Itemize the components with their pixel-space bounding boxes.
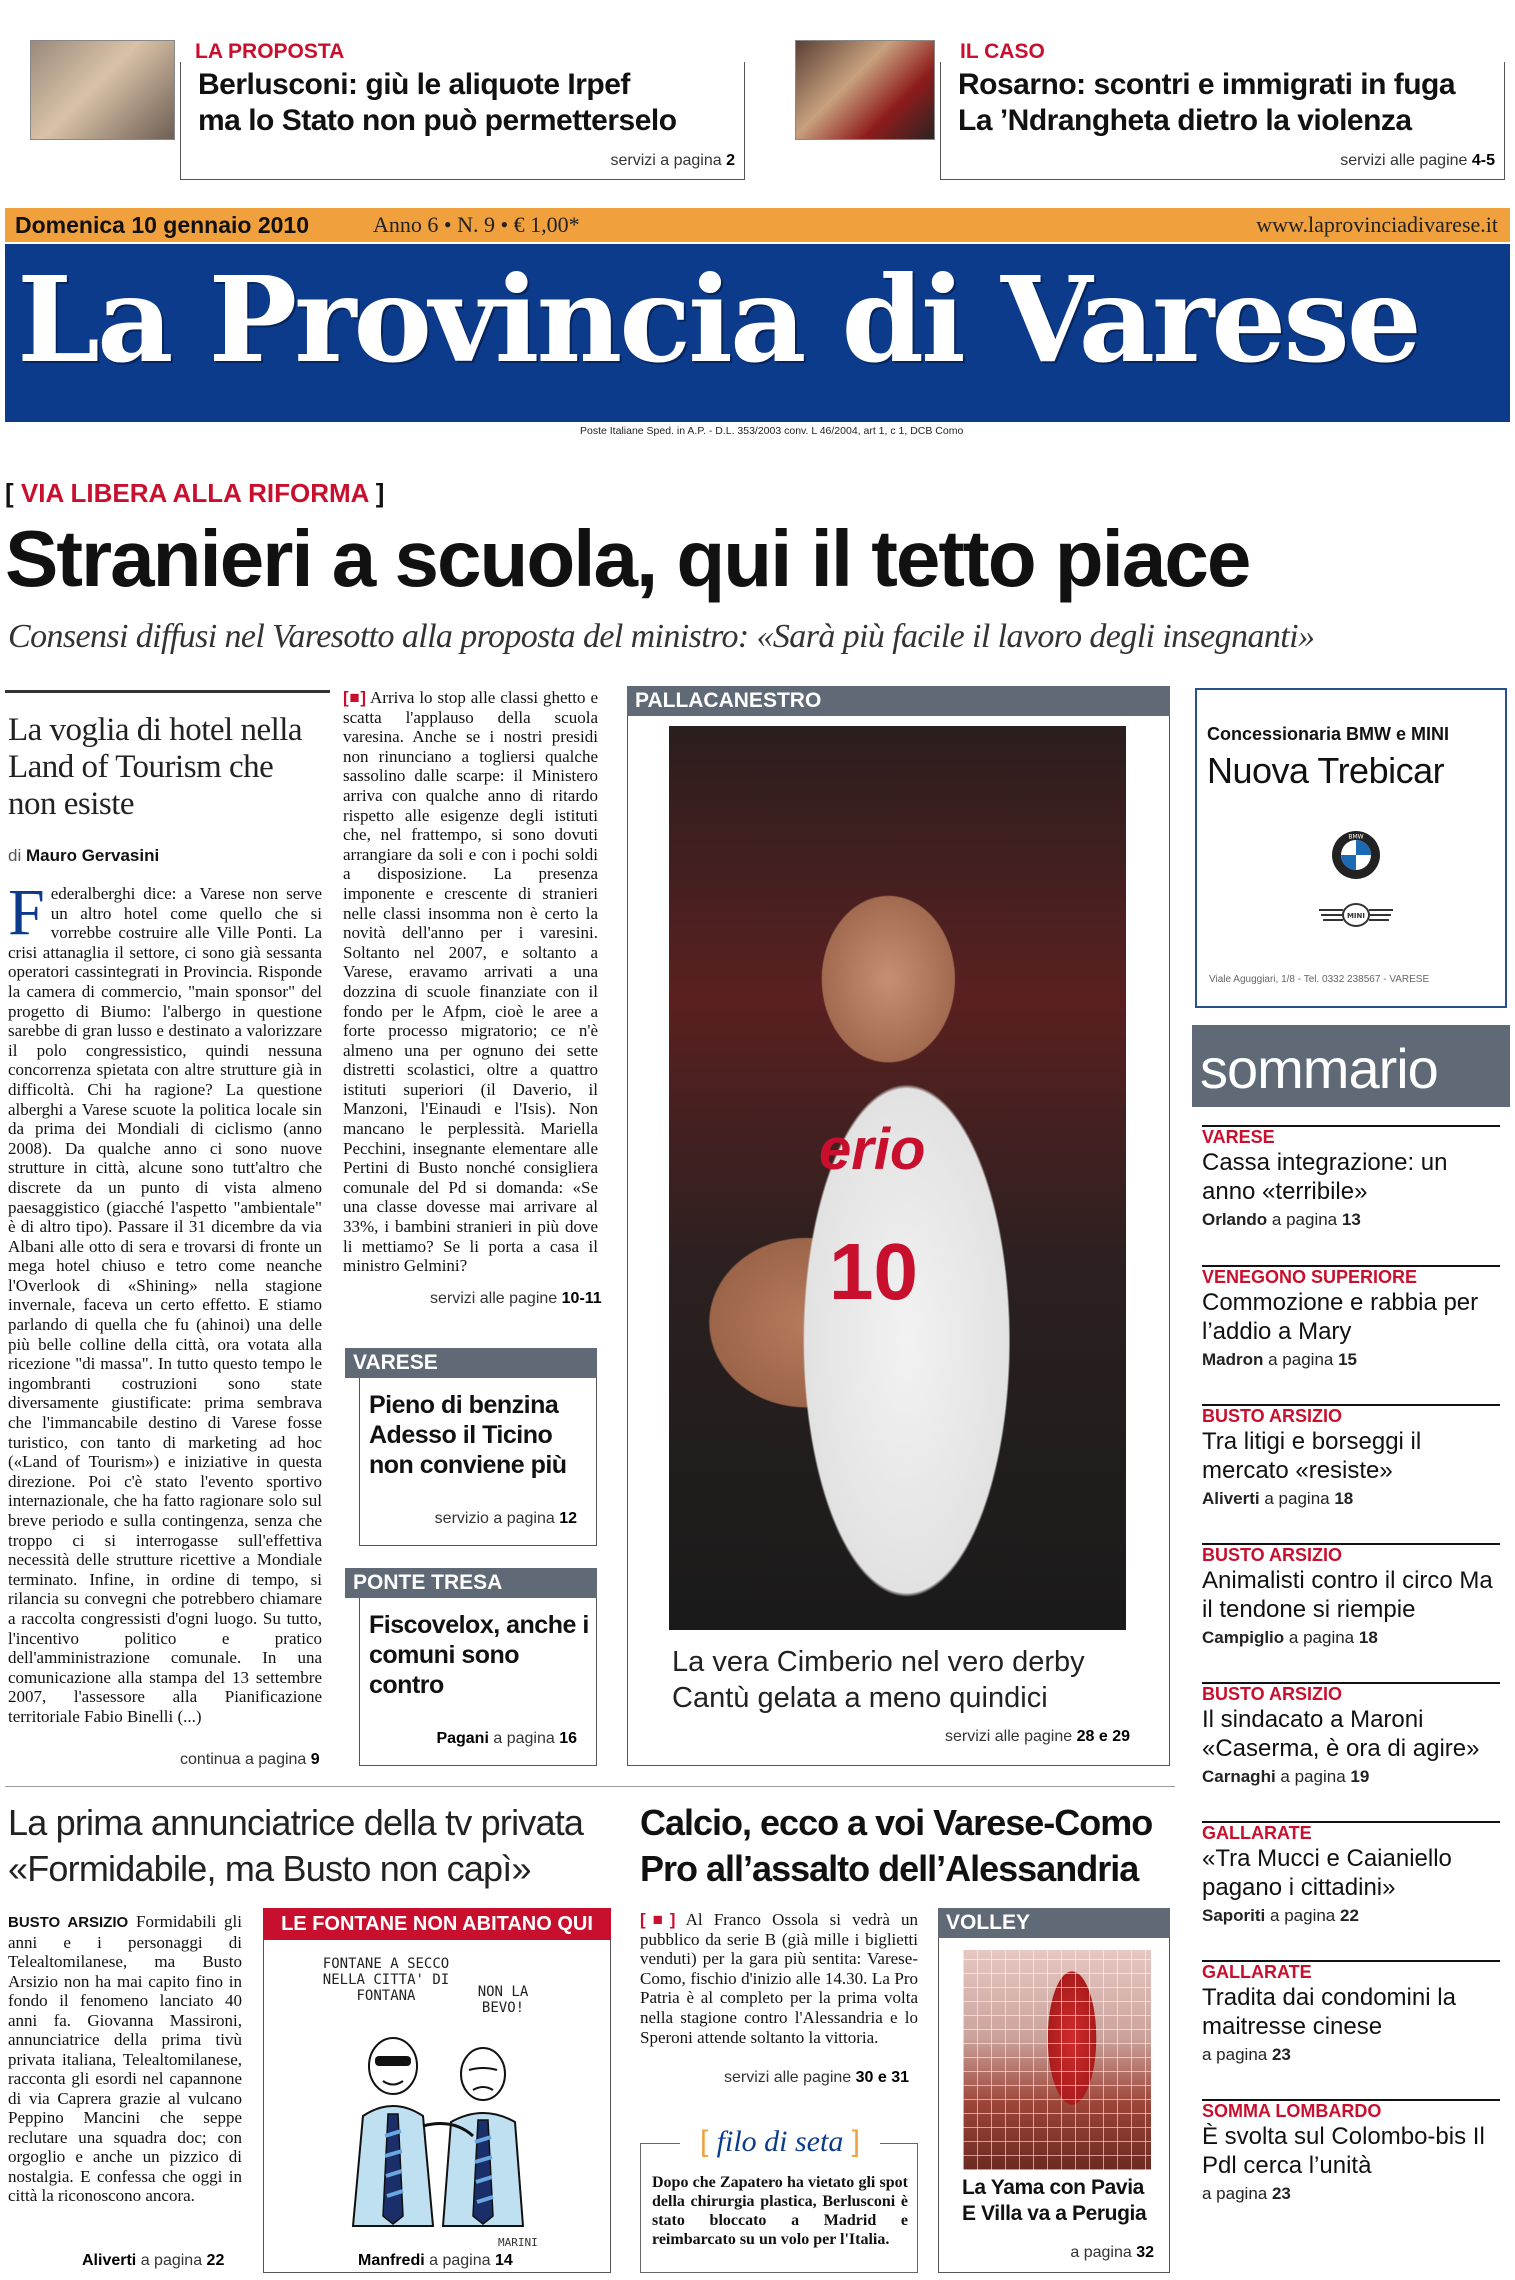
ref-author: Carnaghi: [1202, 1767, 1276, 1786]
sport-caption-line2: Cantù gelata a meno quindici: [672, 1682, 1048, 1714]
teaser-headline-line2: La ’Ndrangheta dietro la violenza: [958, 104, 1412, 137]
sommario-ref: [1202, 2184, 1500, 2204]
sommario-kicker: VENEGONO SUPERIORE: [1202, 1267, 1418, 1287]
sommario-ref: [1202, 1350, 1500, 1370]
volley-box[interactable]: [938, 1908, 1170, 2273]
ref-page: 13: [1341, 1210, 1361, 1229]
postal-note: Poste Italiane Sped. in A.P. - D.L. 353/2003 conv. L 46/2004, art 1, c 1, DCB Como: [580, 425, 964, 437]
filo-title-wrap: [680, 2125, 880, 2159]
editorial-byline: [8, 846, 159, 866]
byline-prefix: di: [8, 846, 22, 865]
ref-page: 18: [1334, 1489, 1354, 1508]
section-rule: [5, 690, 330, 693]
ref-prefix: a pagina: [1202, 2045, 1268, 2064]
website-link[interactable]: www.laprovinciadivarese.it: [1256, 212, 1498, 237]
basketball-player-photo: [669, 726, 1126, 1630]
lead-subhead: Consensi diffusi nel Varesotto alla proposta del ministro: «Sarà più facile il lavoro degli insegnanti»: [8, 618, 1315, 655]
sommario-headline: Tradita dai condomini la maitresse cinese: [1202, 1984, 1456, 2040]
ref-prefix: a pagina: [429, 2252, 491, 2269]
ref-author: Pagani: [436, 1730, 489, 1747]
sommario-ref: [1202, 1767, 1500, 1787]
volley-photo: [963, 1950, 1151, 2170]
ref-author: Saporiti: [1202, 1906, 1266, 1925]
editorial-body: [8, 884, 322, 1744]
teaser-ref-page: 2: [726, 152, 735, 169]
sommario-kicker: BUSTO ARSIZIO: [1202, 1684, 1343, 1704]
sommario-items: [1202, 1125, 1500, 2238]
teaser-ref: [1340, 152, 1495, 170]
ref-author: Aliverti: [1202, 1489, 1260, 1508]
ref-prefix: a pagina: [1270, 1906, 1336, 1925]
teaser-photo-berlusconi: [30, 40, 175, 140]
sommario-kicker: BUSTO ARSIZIO: [1202, 1406, 1343, 1426]
sommario-headline: «Tra Mucci e Caianiello pagano i cittadini»: [1202, 1845, 1452, 1901]
ref-page: 9: [310, 1751, 320, 1768]
box-head: PONTE TRESA: [345, 1568, 597, 1598]
tv-headline-line2[interactable]: «Formidabile, ma Busto non capì»: [8, 1848, 531, 1889]
lead-text: Arriva lo stop alle classi ghetto e scatta l'applauso della scuola varesina. Anche se i nostri presidi non rinunciano a togliersi qualche sassolino dalle scarpe: il Ministero arriva con qualche anno di ritardo rispetto alle esigenze degli istituti che, nel frattempo, si sono dovuti arrangiare da soli e con i pochi soldi a disposizione. La presenza imponente e crescente di stranieri nelle classi insomma non è certo la novità dell'anno per i varesini. Soltanto nel 2007, e soltanto a Varese, eravamo arrivati a una dozzina di scuole finanziate con il fondo per le Afpm, cioè le aree a forte processo migratorio; ce n'è almeno una per ognuno dei sette distretti scolastici, oltre a quattro istituti superiori (il Daverio, il Manzoni, l'Einaudi e l'Isis). Non mancano le perplessità. Mariella Pecchini, insegnante elementare alle Pertini di Busto nonché consigliera comunale del Pd si domanda: «Se una classe dovesse mai arrivare al 33%, i bambini stranieri in più dove li mettiamo? Se li porta a casa il ministro Gelmini?: [343, 688, 598, 1276]
tv-headline-line1[interactable]: La prima annunciatrice della tv privata: [8, 1802, 584, 1843]
ref-page: 22: [1340, 1906, 1359, 1925]
cartoon-ref: [358, 2252, 513, 2270]
teaser-kicker: IL CASO: [960, 40, 1045, 63]
sommario-kicker: SOMMA LOMBARDO: [1202, 2101, 1382, 2121]
sommario-headline: Cassa integrazione: un anno «terribile»: [1202, 1149, 1448, 1205]
volley-caption-line2: E Villa va a Perugia: [962, 2202, 1147, 2225]
teaser-ref: [610, 152, 735, 170]
ad-address: Viale Aguggiari, 1/8 - Tel. 0332 238567 - VARESE: [1209, 974, 1430, 985]
ref-page: 18: [1358, 1628, 1378, 1647]
ref-page: 30 e 31: [855, 2069, 910, 2086]
calcio-ref[interactable]: [724, 2069, 909, 2087]
sommario-kicker: VARESE: [1202, 1127, 1275, 1147]
teaser-kicker: LA PROPOSTA: [195, 40, 345, 63]
filo-di-seta[interactable]: [640, 2125, 918, 2273]
tv-body: [8, 1912, 242, 2248]
advertisement-bmw[interactable]: [1195, 688, 1507, 1008]
masthead-title: La Provincia di Varese: [17, 250, 1419, 389]
sommario-kicker: GALLARATE: [1202, 1962, 1312, 1982]
sommario-kicker: BUSTO ARSIZIO: [1202, 1545, 1343, 1565]
sommario-item[interactable]: [1202, 1265, 1500, 1404]
ref-prefix: a pagina: [1271, 1210, 1338, 1229]
sommario-title: sommario: [1200, 1037, 1438, 1100]
cartoon-box[interactable]: [263, 1908, 611, 2273]
sommario-kicker: GALLARATE: [1202, 1823, 1312, 1843]
volley-head: VOLLEY: [938, 1908, 1170, 1938]
box-ponte-tresa[interactable]: [345, 1568, 597, 1766]
teaser-left[interactable]: [30, 40, 745, 182]
sommario-headline: Tra litigi e borseggi il mercato «resiste»: [1202, 1428, 1422, 1484]
calcio-body: [640, 1910, 918, 2086]
ref-page: 16: [559, 1730, 577, 1747]
byline-author: Mauro Gervasini: [25, 846, 160, 865]
cartoon-drawing: [323, 2026, 553, 2236]
sommario-headline: Animalisti contro il circo Ma il tendone si riempie: [1202, 1567, 1493, 1623]
ref-author: Aliverti: [82, 2252, 137, 2269]
ref-prefix: continua a pagina: [180, 1751, 307, 1768]
kicker-bracket-right: ]: [368, 478, 385, 508]
ref-page: 22: [206, 2252, 225, 2269]
teaser-photo-rosarno: [795, 40, 935, 140]
filo-bracket-right: ]: [843, 2125, 860, 2158]
sommario-item[interactable]: [1202, 1404, 1500, 1543]
cartoon-head: LE FONTANE NON ABITANO QUI: [263, 1908, 611, 1940]
teaser-ref-page: 4-5: [1471, 152, 1495, 169]
ref-page: 19: [1350, 1767, 1370, 1786]
box-head: VARESE: [345, 1348, 597, 1378]
ref-page: 12: [559, 1510, 577, 1527]
calcio-marker: [■]: [640, 1910, 676, 1929]
ref-page: 15: [1338, 1350, 1358, 1369]
ref-page: 10-11: [561, 1290, 602, 1307]
sommario-item[interactable]: [1202, 1682, 1500, 1821]
jersey-sponsor: erio: [819, 1117, 926, 1182]
ad-line1: Concessionaria BMW e MINI: [1207, 724, 1450, 744]
filo-title: filo di seta: [716, 2125, 844, 2158]
issue-date: Domenica 10 gennaio 2010: [15, 212, 310, 238]
teaser-headline-line2: ma lo Stato non può permetterselo: [198, 104, 677, 137]
sommario-headline: Il sindacato a Maroni «Caserma, è ora di agire»: [1202, 1706, 1480, 1762]
bmw-logo-letters: BMW: [1348, 833, 1364, 841]
sommario: [1192, 1025, 1510, 2280]
sport-caption-line1: La vera Cimberio nel vero derby: [672, 1646, 1085, 1678]
editorial-text: ederalberghi dice: a Varese non serve un altro hotel come quello che si vorrebbe costruire alle Ville Ponti. La crisi attanaglia il settore, ci sono già sessanta operatori cassintegrati in Provincia. Risponde la camera di commercio, "main sponsor" del progetto di Biumo: l'albergo in questione sarebbe di gran lusso e destinato a valorizzare il polo congressistico, quindi nessuna concorrenza spietata con altre strutture già in difficoltà. Chi ha ragione? La questione alberghi a Varese scuote la politica locale sin da prima dei Mondiali di ciclismo (anno 2008). Da qualche anno ci sono nuove strutture in città, alcune sono tutt'altro che discrete da un punto di vista almeno paesaggistico (giacché l'aspetto "ambientale" è di altro tipo). Passare il 31 dicembre da via Albani alle otto di sera e trovarsi di fronte un mega hotel chiuso e tetro come neanche l'Overlook di «Shining» nella stagione invernale, faceva un certo effetto. E stiamo parlando di quella che fu (ahinoi) una delle più belle colline della città, ora votata alla ricezione "di massa". In tutto questo tempo le ingombranti costruzioni sono state diversamente giustificate: prima sembrava che l'immancabile destino di Varese fosse turistico, con tanto di marketing ad hoc («Land of Tourism») e iniziative in questa direzione. Poi c'è stato l'evento sportivo internazionale, che ha fatto ragionare solo sul breve periodo e sulla contingenza, senza che troppo ci si interrogasse sull'effettiva necessità delle strutture ricettive a Mondiale terminato. Infine, in ordine di tempo, si rilancia su convegni che potrebbero chiamare a raccolta congressisti d'ogni luogo. Su tutto, l'incentivo politico e pratico dell'amministrazione comunale. In una comunicazione alla stampa del 13 settembre 2007, l'assessore alla Pianificazione territoriale Fabio Binelli (...): [8, 884, 322, 1726]
calcio-text: Al Franco Ossola si vedrà un pubblico da serie B (già mille i biglietti venduti) per la gara più sentita: Varese-Como, fischio d'inizio alle 14.30. La Pro Patria è al completo per la prima volta nella stagione contro l'Alessandria e lo Speroni attende soltanto la vittoria.: [640, 1910, 918, 2047]
jersey-number: 10: [829, 1227, 918, 1316]
box-title: Pieno di benzina Adesso il Ticino non conviene più: [369, 1391, 567, 1479]
ref-prefix: a pagina: [1288, 1628, 1355, 1647]
volley-ref: [1070, 2244, 1154, 2262]
sommario-item[interactable]: [1202, 2099, 1500, 2238]
box-varese[interactable]: [345, 1348, 597, 1546]
box-ref: [436, 1730, 577, 1748]
ref-author: Orlando: [1202, 1210, 1268, 1229]
box-title: Fiscovelox, anche i comuni sono contro: [369, 1611, 589, 1699]
ref-prefix: a pagina: [1070, 2244, 1132, 2261]
ref-prefix: a pagina: [1268, 1350, 1334, 1369]
sport-feature[interactable]: [627, 686, 1170, 1766]
editorial-ref[interactable]: [180, 1751, 320, 1769]
editorial-title[interactable]: La voglia di hotel nella Land of Tourism che non esiste: [8, 712, 303, 822]
ref-page: 14: [494, 2252, 513, 2269]
box-ref: [435, 1510, 577, 1528]
section-rule: [5, 1786, 1175, 1787]
ref-page: 23: [1271, 2045, 1291, 2064]
cartoon-bubble-2: NON LA BEVO!: [477, 1984, 529, 2016]
bmw-logo-icon: [1331, 830, 1381, 880]
mini-logo-letters: MINI: [1346, 912, 1366, 920]
sommario-item[interactable]: [1202, 1543, 1500, 1682]
filo-text: Dopo che Zapatero ha vietato gli spot della chirurgia plastica, Berlusconi è stato bloccato a Madrid e reimbarcato su un volo per l'Italia.: [652, 2174, 908, 2248]
ref-page: 32: [1136, 2244, 1154, 2261]
sommario-headline: Commozione e rabbia per l’addio a Mary: [1202, 1289, 1479, 1345]
sport-ref: [945, 1728, 1130, 1746]
lead-body: [343, 688, 598, 1293]
date-bar: [5, 208, 1510, 242]
sommario-ref: [1202, 1210, 1500, 1230]
mini-logo-icon: [1317, 900, 1395, 930]
volley-caption-line1: La Yama con Pavia: [962, 2176, 1144, 2199]
ref-prefix: a pagina: [1280, 1767, 1346, 1786]
lead-marker: [■]: [343, 688, 366, 707]
sommario-item[interactable]: [1202, 1125, 1500, 1265]
sommario-ref: [1202, 1489, 1500, 1509]
ref-prefix: servizi alle pagine: [944, 1728, 1073, 1745]
teaser-headline-line1: Rosarno: scontri e immigrati in fuga: [958, 68, 1456, 101]
ref-prefix: a pagina: [493, 1730, 555, 1747]
ref-prefix: a pagina: [1264, 1489, 1330, 1508]
teaser-headline-line1: Berlusconi: giù le aliquote Irpef: [198, 68, 630, 101]
lead-kicker: [5, 478, 384, 509]
ref-page: 23: [1271, 2184, 1291, 2203]
ref-author: Madron: [1202, 1350, 1264, 1369]
ref-prefix: a pagina: [1202, 2184, 1268, 2203]
tv-location: BUSTO ARSIZIO: [8, 1914, 129, 1931]
tv-text: Formidabili gli anni e i personaggi di Telealtomilanese, ma Busto Arsizio non ha mai capito fino in fondo il fenomeno lanciato 40 anni fa. Giovanna Massironi, annunciatrice della prima tivù privata italiana, Telealtomilanese, racconta gli esordi nel capannone di via Caprera grazie al vulcano Peppino Mancini che seppe reclutare una squadra doc; con orgoglio e anche un pizzico di nostalgia. E confessa che oggi in città la riconoscono ancora.: [8, 1912, 242, 2205]
ref-prefix: servizi alle pagine: [724, 2069, 852, 2086]
teaser-ref-prefix: servizi alle pagine: [1340, 152, 1468, 169]
sommario-item[interactable]: [1202, 1960, 1500, 2099]
ref-prefix: a pagina: [140, 2252, 203, 2269]
ref-page: 28 e 29: [1076, 1728, 1130, 1745]
lead-kicker-text: VIA LIBERA ALLA RIFORMA: [20, 478, 369, 508]
sommario-item[interactable]: [1202, 1821, 1500, 1960]
sommario-header: [1192, 1025, 1510, 1107]
lead-ref[interactable]: [430, 1290, 602, 1308]
sommario-headline: È svolta sul Colombo-bis Il Pdl cerca l’unità: [1202, 2123, 1485, 2179]
calcio-headline-line1[interactable]: Calcio, ecco a voi Varese-Como: [640, 1802, 1153, 1843]
ref-prefix: servizi alle pagine: [430, 1290, 558, 1307]
ref-author: Campiglio: [1202, 1628, 1285, 1647]
filo-bracket-left: [: [699, 2125, 717, 2158]
cartoon-signature: MARINI: [498, 2236, 538, 2249]
teaser-right[interactable]: [795, 40, 1505, 182]
sommario-ref: [1202, 1906, 1500, 1926]
masthead-banner[interactable]: [5, 244, 1510, 422]
sommario-ref: [1202, 2045, 1500, 2065]
ref-prefix: servizio a pagina: [434, 1510, 555, 1527]
sport-head: PALLACANESTRO: [627, 686, 1170, 716]
sommario-ref: [1202, 1628, 1500, 1648]
editorial-dropcap: F: [8, 884, 45, 949]
kicker-bracket-left: [: [5, 478, 21, 508]
ad-line2: Nuova Trebicar: [1207, 750, 1445, 791]
calcio-headline-line2[interactable]: Pro all’assalto dell’Alessandria: [640, 1848, 1139, 1889]
tv-ref[interactable]: [82, 2252, 224, 2270]
ref-author: Manfredi: [358, 2252, 425, 2269]
lead-headline[interactable]: Stranieri a scuola, qui il tetto piace: [5, 514, 1250, 603]
cartoon-bubble-1: FONTANE A SECCO NELLA CITTA' DI FONTANA: [322, 1956, 450, 2004]
teaser-ref-prefix: servizi a pagina: [610, 152, 722, 169]
issue-number: Anno 6 • N. 9 • € 1,00*: [373, 212, 580, 237]
